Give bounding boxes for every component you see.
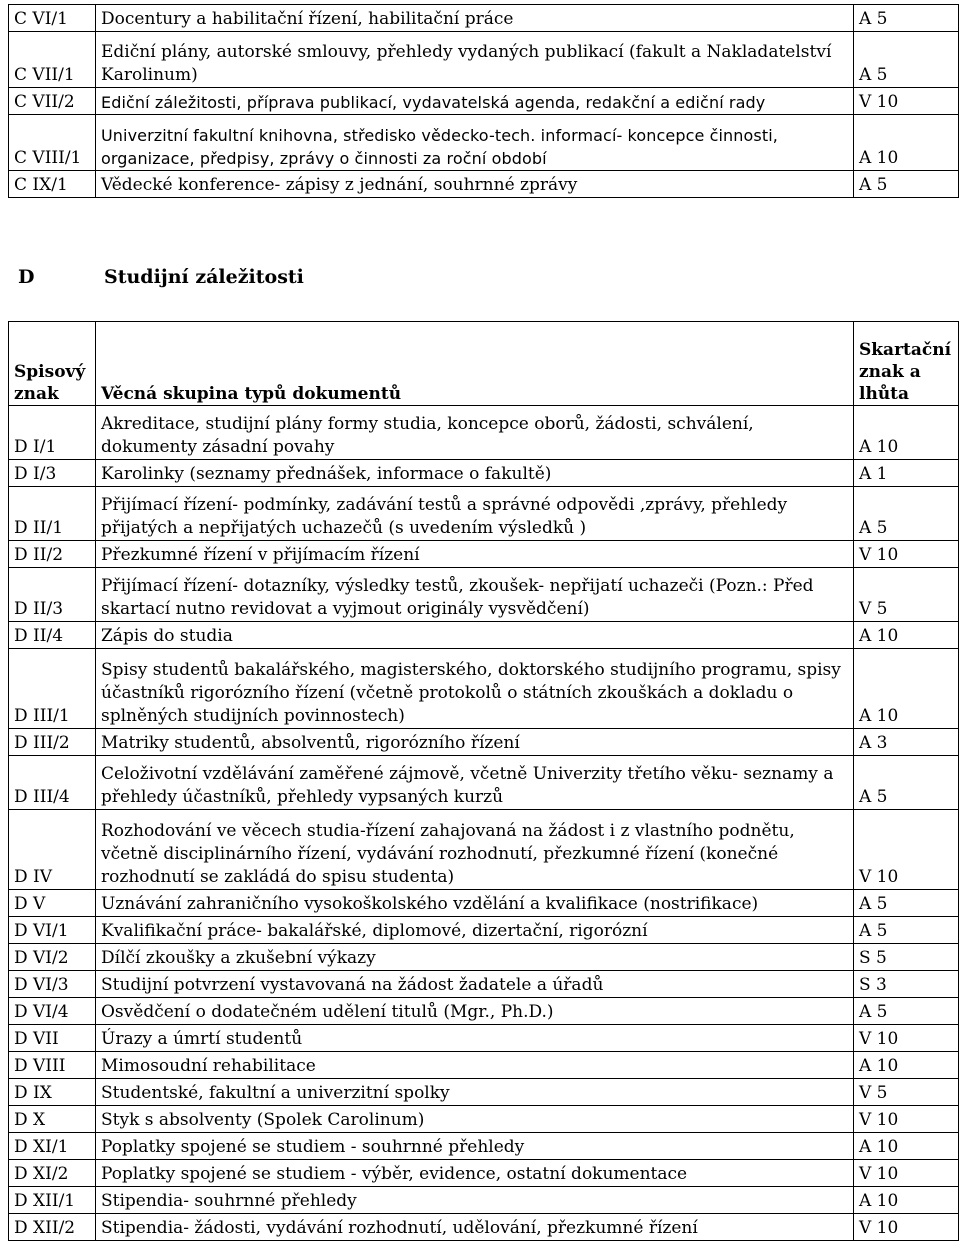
table-row	[9, 32, 959, 88]
row-retention: A 3	[854, 729, 959, 756]
table-row	[9, 1187, 959, 1214]
row-description: Studijní potvrzení vystavovaná na žádost žadatele a úřadů	[96, 971, 854, 998]
row-code: C VII/1	[9, 32, 96, 88]
row-code: C IX/1	[9, 171, 96, 198]
row-description: Osvědčení o dodatečném udělení titulů (Mgr., Ph.D.)	[96, 998, 854, 1025]
row-description: Kvalifikační práce- bakalářské, diplomové, dizertační, rigorózní	[96, 917, 854, 944]
table-row	[9, 1214, 959, 1241]
table-row	[9, 890, 959, 917]
row-retention: S 5	[854, 944, 959, 971]
row-code: D II/1	[9, 487, 96, 541]
row-retention: A 10	[854, 649, 959, 729]
row-retention: V 10	[854, 810, 959, 890]
row-code: D III/2	[9, 729, 96, 756]
row-retention: A 5	[854, 917, 959, 944]
row-retention: V 10	[854, 1106, 959, 1133]
row-description: Přijímací řízení- dotazníky, výsledky testů, zkoušek- nepřijatí uchazeči (Pozn.: Před skartací nutno revidovat a vyjmout originály vysvědčení)	[96, 568, 854, 622]
row-retention: A 5	[854, 487, 959, 541]
row-code: D I/3	[9, 460, 96, 487]
row-code: D II/3	[9, 568, 96, 622]
table-row	[9, 115, 959, 171]
row-code: D III/1	[9, 649, 96, 729]
row-description: Rozhodování ve věcech studia-řízení zahajovaná na žádost i z vlastního podnětu, včetně disciplinárního řízení, vydávání rozhodnutí, přezkumné řízení (konečné rozhodnutí se zakládá do spisu studenta)	[96, 810, 854, 890]
table-row	[9, 756, 959, 810]
row-description: Přezkumné řízení v přijímacím řízení	[96, 541, 854, 568]
section-letter: D	[18, 266, 35, 288]
row-code: D VI/4	[9, 998, 96, 1025]
row-code: C VIII/1	[9, 115, 96, 171]
row-retention: A 5	[854, 756, 959, 810]
row-retention: A 10	[854, 406, 959, 460]
row-description: Spisy studentů bakalářského, magisterského, doktorského studijního programu, spisy účastníků rigorózního řízení (včetně protokolů o státních zkouškách a dokladu o splněných studijních povinnostech)	[96, 649, 854, 729]
row-retention: A 10	[854, 1133, 959, 1160]
row-code: D V	[9, 890, 96, 917]
header-code: Spisový znak	[9, 322, 96, 406]
records-table-c-body	[9, 5, 959, 198]
row-retention: V 5	[854, 1079, 959, 1106]
row-description: Ediční plány, autorské smlouvy, přehledy vydaných publikací (fakult a Nakladatelství Karolinum)	[96, 32, 854, 88]
row-retention: A 10	[854, 622, 959, 649]
row-code: D VI/3	[9, 971, 96, 998]
row-retention: V 5	[854, 568, 959, 622]
row-description: Přijímací řízení- podmínky, zadávání testů a správné odpovědi ,zprávy, přehledy přijatých a nepřijatých uchazečů (s uvedením výsledků )	[96, 487, 854, 541]
table-row	[9, 541, 959, 568]
row-description: Uznávání zahraničního vysokoškolského vzdělání a kvalifikace (nostrifikace)	[96, 890, 854, 917]
table-row	[9, 88, 959, 115]
header-desc: Věcná skupina typů dokumentů	[96, 322, 854, 406]
row-retention: A 5	[854, 890, 959, 917]
section-heading	[18, 266, 918, 296]
table-row	[9, 810, 959, 890]
row-code: D VIII	[9, 1052, 96, 1079]
row-code: D III/4	[9, 756, 96, 810]
row-retention: A 5	[854, 171, 959, 198]
table-row	[9, 944, 959, 971]
row-retention: V 10	[854, 541, 959, 568]
row-description: Studentské, fakultní a univerzitní spolky	[96, 1079, 854, 1106]
table-row	[9, 568, 959, 622]
table-row	[9, 622, 959, 649]
row-retention: A 5	[854, 5, 959, 32]
row-description: Zápis do studia	[96, 622, 854, 649]
records-table-d-body	[9, 322, 959, 1241]
row-retention: A 10	[854, 1052, 959, 1079]
row-description: Úrazy a úmrtí studentů	[96, 1025, 854, 1052]
table-row	[9, 1052, 959, 1079]
row-code: D XI/1	[9, 1133, 96, 1160]
row-retention: V 10	[854, 88, 959, 115]
row-retention: A 5	[854, 32, 959, 88]
row-description: Poplatky spojené se studiem - souhrnné přehledy	[96, 1133, 854, 1160]
row-description: Karolinky (seznamy přednášek, informace o fakultě)	[96, 460, 854, 487]
row-code: D II/4	[9, 622, 96, 649]
row-code: D VI/2	[9, 944, 96, 971]
table-row	[9, 998, 959, 1025]
row-description: Poplatky spojené se studiem - výběr, evidence, ostatní dokumentace	[96, 1160, 854, 1187]
row-description: Matriky studentů, absolventů, rigorózního řízení	[96, 729, 854, 756]
row-code: D X	[9, 1106, 96, 1133]
table-row	[9, 729, 959, 756]
row-retention: A 10	[854, 1187, 959, 1214]
table-row	[9, 1079, 959, 1106]
row-retention: S 3	[854, 971, 959, 998]
row-code: D XII/2	[9, 1214, 96, 1241]
table-row	[9, 971, 959, 998]
row-code: D XI/2	[9, 1160, 96, 1187]
row-retention: A 10	[854, 115, 959, 171]
row-description: Mimosoudní rehabilitace	[96, 1052, 854, 1079]
row-code: D II/2	[9, 541, 96, 568]
row-code: D IV	[9, 810, 96, 890]
row-description: Celoživotní vzdělávání zaměřené zájmově, včetně Univerzity třetího věku- seznamy a přehledy účastníků, přehledy vypsaných kurzů	[96, 756, 854, 810]
row-retention: V 10	[854, 1160, 959, 1187]
row-code: C VII/2	[9, 88, 96, 115]
row-description: Ediční záležitosti, příprava publikací, vydavatelská agenda, redakční a ediční rady	[96, 88, 854, 115]
row-code: D I/1	[9, 406, 96, 460]
header-limit: Skartační znak a lhůta	[854, 322, 959, 406]
table-header-row	[9, 322, 959, 406]
row-retention: V 10	[854, 1214, 959, 1241]
row-retention: A 5	[854, 998, 959, 1025]
row-retention: A 1	[854, 460, 959, 487]
row-code: D VII	[9, 1025, 96, 1052]
row-description: Univerzitní fakultní knihovna, středisko vědecko-tech. informací- koncepce činnosti, organizace, předpisy, zprávy o činnosti za roční období	[96, 115, 854, 171]
row-description: Akreditace, studijní plány formy studia, koncepce oborů, žádosti, schválení, dokumenty zásadní povahy	[96, 406, 854, 460]
table-row	[9, 5, 959, 32]
table-row	[9, 1133, 959, 1160]
row-retention: V 10	[854, 1025, 959, 1052]
table-row	[9, 1025, 959, 1052]
row-description: Dílčí zkoušky a zkušební výkazy	[96, 944, 854, 971]
row-code: D IX	[9, 1079, 96, 1106]
records-table-c	[8, 4, 959, 198]
section-title: Studijní záležitosti	[104, 266, 304, 288]
row-description: Stipendia- souhrnné přehledy	[96, 1187, 854, 1214]
table-row	[9, 406, 959, 460]
row-description: Docentury a habilitační řízení, habilitační práce	[96, 5, 854, 32]
row-description: Vědecké konference- zápisy z jednání, souhrnné zprávy	[96, 171, 854, 198]
table-row	[9, 649, 959, 729]
row-description: Stipendia- žádosti, vydávání rozhodnutí, udělování, přezkumné řízení	[96, 1214, 854, 1241]
table-row	[9, 487, 959, 541]
table-row	[9, 460, 959, 487]
row-description: Styk s absolventy (Spolek Carolinum)	[96, 1106, 854, 1133]
records-table-d	[8, 321, 959, 1241]
table-row	[9, 1160, 959, 1187]
table-row	[9, 917, 959, 944]
row-code: D XII/1	[9, 1187, 96, 1214]
table-row	[9, 171, 959, 198]
table-row	[9, 1106, 959, 1133]
row-code: D VI/1	[9, 917, 96, 944]
row-code: C VI/1	[9, 5, 96, 32]
